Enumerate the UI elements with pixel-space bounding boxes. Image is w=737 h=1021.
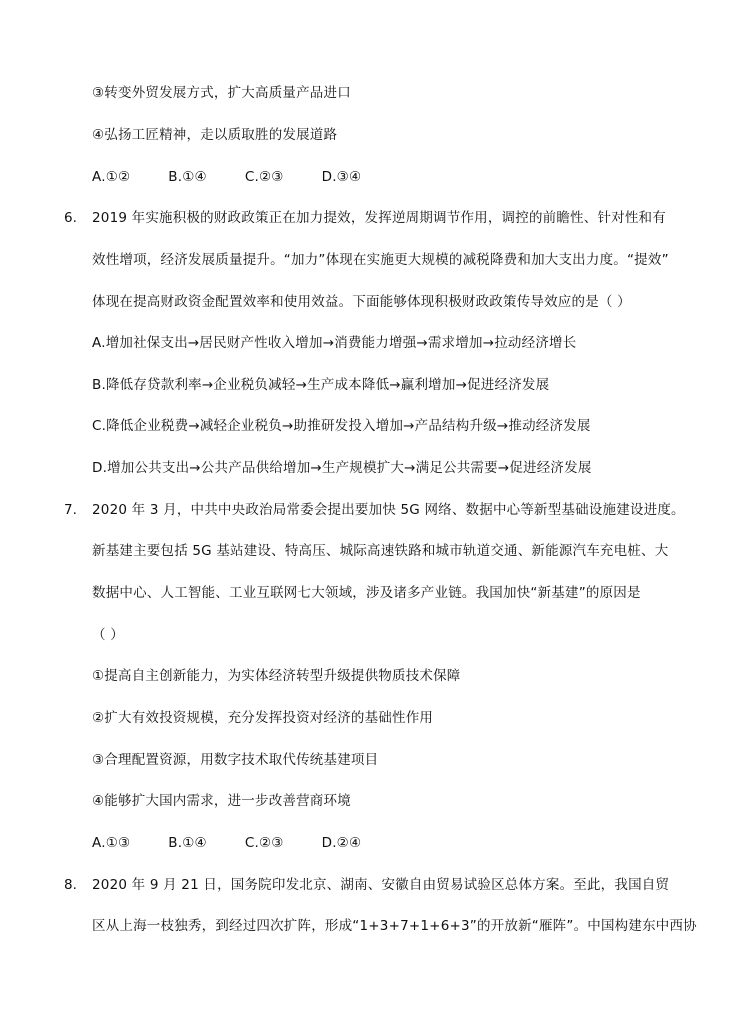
q6-choice-a: A.增加社保支出→居民财产性收入增加→消费能力增强→需求增加→拉动经济增长 <box>92 335 577 351</box>
q7-number: 7. <box>64 502 77 518</box>
q7-stem-line-1: 2020 年 3 月，中共中央政治局常委会提出要加快 5G 网络、数据中心等新型基础设施建设进度。 <box>92 502 685 518</box>
q5-item-3: ③转变外贸发展方式，扩大高质量产品进口 <box>92 85 351 101</box>
q7-option-a: A.①③ <box>92 835 131 851</box>
q8-stem-line-2: 区从上海一枝独秀，到经过四次扩阵，形成“1+3+7+1+6+3”的开放新“雁阵”。中国构建东中西协 <box>92 918 697 934</box>
q5-item-4: ④弘扬工匠精神，走以质取胜的发展道路 <box>92 127 338 143</box>
q7-option-d: D.②④ <box>321 835 362 851</box>
q5-options <box>92 167 399 187</box>
q7-options <box>92 833 399 853</box>
q7-item-2: ②扩大有效投资规模，充分发挥投资对经济的基础性作用 <box>92 710 434 726</box>
q7-stem-line-2: 新基建主要包括 5G 基站建设、特高压、城际高速铁路和城市轨道交通、新能源汽车充电桩、大 <box>92 543 669 559</box>
q7-option-b: B.①④ <box>168 835 207 851</box>
q6-stem-line-1: 2019 年实施积极的财政政策正在加力提效，发挥逆周期调节作用，调控的前瞻性、针对性和有 <box>92 210 666 226</box>
q5-option-c: C.②③ <box>244 169 284 185</box>
q6-stem-line-3: 体现在提高财政资金配置效率和使用效益。下面能够体现积极财政政策传导效应的是（ ） <box>92 294 631 310</box>
q8-stem-line-1: 2020 年 9 月 21 日，国务院印发北京、湖南、安徽自由贸易试验区总体方案。至此，我国自贸 <box>92 877 670 893</box>
q5-option-d: D.③④ <box>321 169 362 185</box>
q8-number: 8. <box>64 877 77 893</box>
q6-choice-c: C.降低企业税费→减轻企业税负→助推研发投入增加→产品结构升级→推动经济发展 <box>92 418 591 434</box>
q7-item-4: ④能够扩大国内需求，进一步改善营商环境 <box>92 793 351 809</box>
q7-answer-blank: （ ） <box>92 627 124 643</box>
q6-choice-d: D.增加公共支出→公共产品供给增加→生产规模扩大→满足公共需要→促进经济发展 <box>92 460 592 476</box>
q7-option-c: C.②③ <box>244 835 284 851</box>
q6-number: 6. <box>64 210 77 226</box>
q5-option-b: B.①④ <box>168 169 207 185</box>
q5-option-a: A.①② <box>92 169 131 185</box>
q7-stem-line-3: 数据中心、人工智能、工业互联网七大领域，涉及诸多产业链。我国加快“新基建”的原因是 <box>92 585 641 601</box>
q6-stem-line-2: 效性增项，经济发展质量提升。“加力”体现在实施更大规模的减税降费和加大支出力度。“提效” <box>92 252 669 268</box>
q6-choice-b: B.降低存贷款利率→企业税负减轻→生产成本降低→赢利增加→促进经济发展 <box>92 377 550 393</box>
q7-item-3: ③合理配置资源，用数字技术取代传统基建项目 <box>92 752 379 768</box>
q7-item-1: ①提高自主创新能力，为实体经济转型升级提供物质技术保障 <box>92 668 461 684</box>
